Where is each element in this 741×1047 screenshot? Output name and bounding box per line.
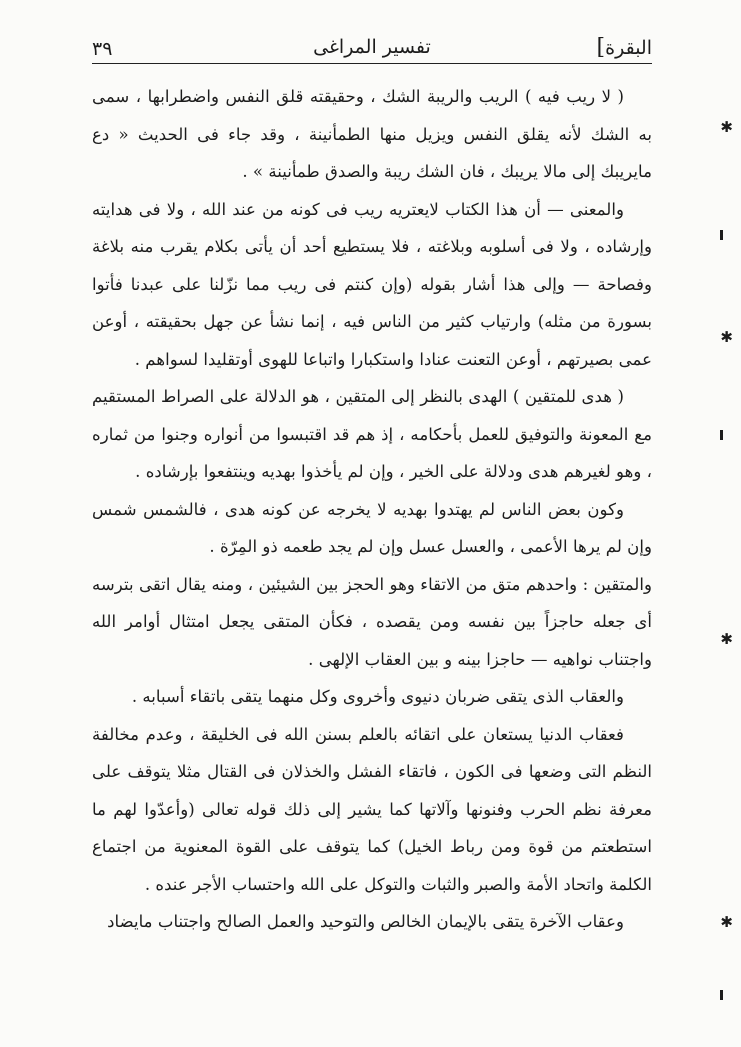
paragraph-7: فعقاب الدنيا يستعان على اتقائه بالعلم بسنن الله فى الخليقة ، وعدم مخالفة النظم التى وضعها فى الكون ، فاتقاء الفشل والخذلان فى القتال مثلا يتوقف على معرفة نظم الحرب وفنونها وآلاتها كما يشير إلى ذلك قوله تعالى (وأعدّوا لهم ما استطعتم من قوة ومن رباط الخيل) كما يتوقف على القوة المعنوية من اجتماع الكلمة واتحاد الأمة والصبر والثبات والتوكل على الله واحتساب الأجر عنده .: [92, 724, 652, 894]
page-body: [92, 78, 652, 941]
page-frame: [92, 24, 652, 1034]
paragraph-3: ( هدى للمتقين ) الهدى بالنظر إلى المتقين ، هو الدلالة على الصراط المستقيم مع المعونة والتوفيق للعمل بأحكامه ، إذ هم قد اقتبسوا من أنواره وجنوا من ثماره ، وهو لغيرهم هدى ودلالة على الخير ، وإن لم يأخذوا بهديه وينتفعوا بإرشاده .: [92, 387, 652, 481]
margin-asterisk-icon: ✱: [720, 630, 733, 648]
margin-tick-mark: [720, 430, 723, 440]
paragraph-5: والمتقين : واحدهم متق من الاتقاء وهو الحجز بين الشيئين ، ومنه يقال اتقى بترسه أى جعله حاجزاً بين نفسه ومن يقصده ، فكأن المتقى يجعل امتثال أوامر الله واجتناب نواهيه — حاجزا بينه و بين العقاب الإلهى .: [92, 574, 652, 669]
paragraph-2: والمعنى — أن هذا الكتاب لايعتريه ريب فى كونه من عند الله ، ولا فى هدايته وإرشاده ، ولا فى أسلوبه وبلاغته ، فلا يستطيع أحد أن يأتى بكلام يقرب منه بلاغة وفصاحة — وإلى هذا أشار بقوله (وإن كنتم فى ريب مما نزّلنا على عبدنا فأتوا بسورة من مثله) وارتياب كثير من الناس فيه ، إنما نشأ عن جهل بحقيقته ، أوعن عمى بصيرتهم ، أوعن التعنت عنادا واستكبارا واتباعا للهوى أوتقليدا لسواهم .: [92, 199, 652, 369]
margin-asterisk-icon: ✱: [720, 913, 733, 931]
margin-tick-mark: [720, 230, 723, 240]
paragraph-4: وكون بعض الناس لم يهتدوا بهديه لا يخرجه عن كونه هدى ، فالشمس شمس وإن لم يرها الأعمى ، والعسل عسل وإن لم يجد طعمه ذو المِرّة .: [92, 499, 652, 556]
paragraph-1: ( لا ريب فيه ) الريب والريبة الشك ، وحقيقته قلق النفس واضطرابها ، سمى به الشك لأنه يقلق النفس ويزيل منها الطمأنينة ، وقد جاء فى الحديث « دع مايريبك إلى مالا يريبك ، فان الشك ريبة والصدق طمأنينة » .: [92, 87, 652, 181]
page-number: ٣٩: [92, 38, 113, 60]
book-title: تفسير المراغى: [313, 36, 431, 58]
paragraph-6: والعقاب الذى يتقى ضربان دنيوى وأخروى وكل منهما يتقى باتقاء أسبابه .: [131, 687, 624, 706]
running-header: [92, 24, 652, 64]
margin-tick-mark: [720, 990, 723, 1000]
paragraph-8: وعقاب الآخرة يتقى بالإيمان الخالص والتوحيد والعمل الصالح واجتناب مايضاد: [107, 912, 624, 931]
margin-asterisk-icon: ✱: [720, 118, 733, 136]
margin-asterisk-icon: ✱: [720, 328, 733, 346]
surah-name: البقرة]: [596, 35, 652, 60]
